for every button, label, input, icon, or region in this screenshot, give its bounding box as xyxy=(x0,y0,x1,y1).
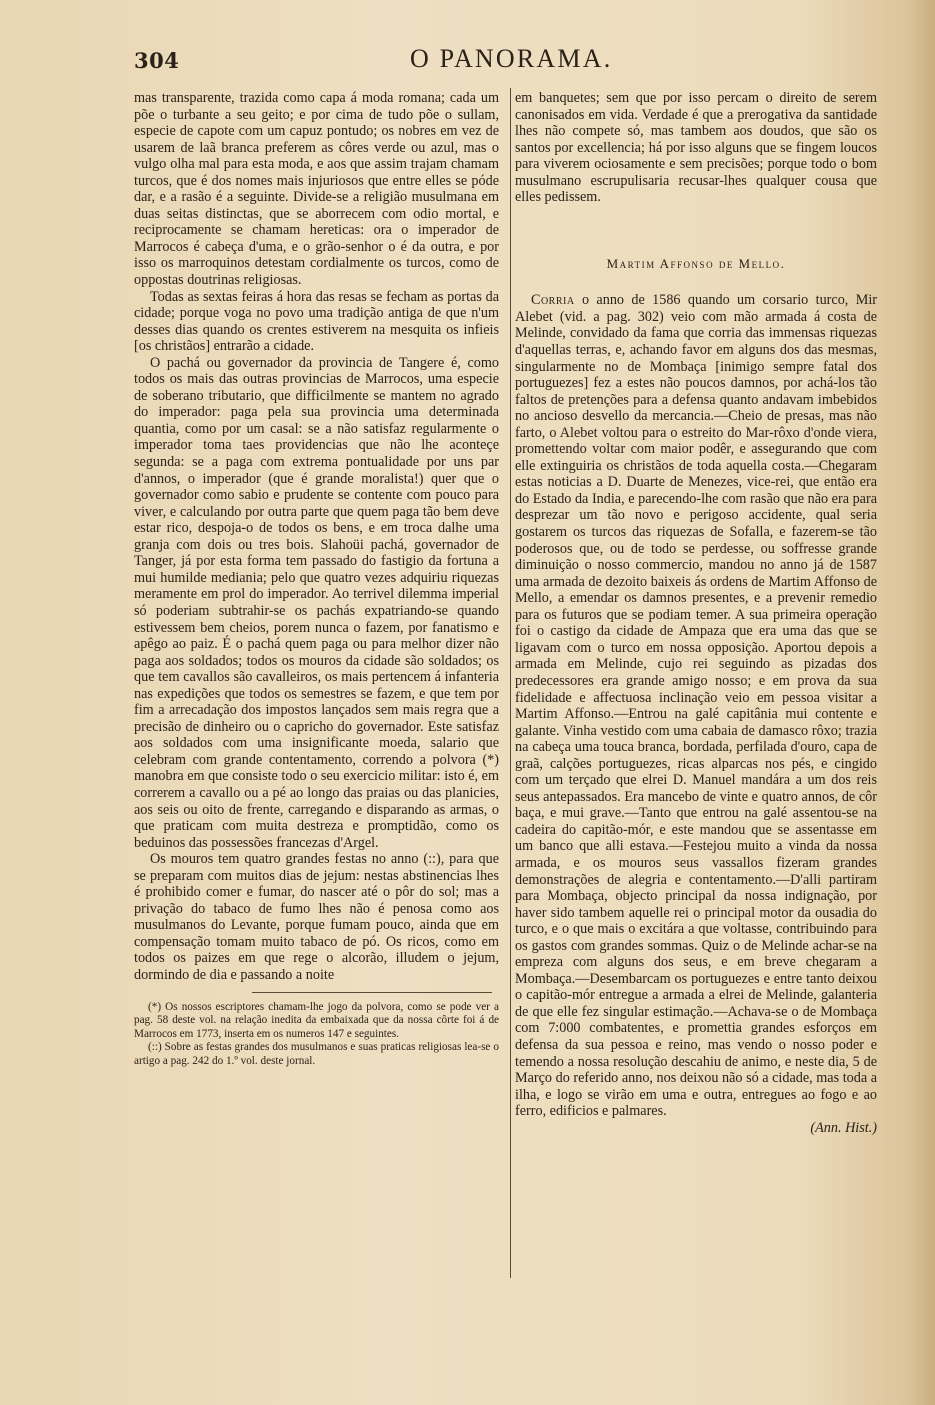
source-citation: (Ann. Hist.) xyxy=(810,1119,877,1136)
section-title: Martim Affonso de Mello. xyxy=(606,255,786,271)
journal-title: O PANORAMA. xyxy=(410,44,613,73)
paragraph: Os mouros tem quatro grandes festas no anno (::), para que se preparam com muitos dias de jejum: nestas abstinencias lhes é prohibido comer e fumar, do nascer até o pôr do sol; mas a privação do tabaco de fumo lhes não é penosa como aos musulmanos do Levante, porque fumam pouco, ainda que em compensação tomam muito tabaco de pó. Os ricos, como em todos os paizes em que rege o alcorão, illudem o jejum, dormindo de dia e passando a noite xyxy=(134,851,499,983)
left-column xyxy=(134,90,499,1069)
page-number: 304 xyxy=(134,48,180,73)
article-text: o anno de 1586 quando um corsario turco, Mir Alebet (vid. a pag. 302) veio com mão armada á costa de Melinde, convidado da fama que corria das immensas riquezas d'aquellas terras, e, achando favor em alguns dos das mesmas, singularmente no de Mombaça [inimigo sempre fatal dos portuguezes] fez a estes não poucos damnos, por achá-los tão faltos de pretenções para a defensa quanto andavam imbebidos no ancioso desvello da mercancia.—Cheio de presas, mas não farto, o Alebet voltou para o estreito do Mar-rôxo d'onde viera, promettendo voltar com maior podêr, e assegurando que com elle extinguiria os christãos de toda aquella costa.—Chegaram estas noticias a D. Duarte de Menezes, vice-rei, que então era do Estado da India, e parecendo-lhe com rasão que não era para desprezar um tão novo e perigoso accidente, qual seria gostarem os turcos das riquezas de Sofalla, e fazerem-se tão poderosos que, ou de todo se perdesse, ou soffresse grande diminuição o nosso commercio, mandou no anno já de 1587 uma armada de dezoito baixeis ás ordens de Martim Affonso de Mello, a emendar os damnos presentes, e a prevenir remedio para os futuros que se podiam temer. A sua primeira operação foi o castigo da cidade de Ampaza que era uma das que se ligavam com o turco em nossa opposição. Aportou depois a armada em Melinde, cujo rei seguindo as pizadas dos predecessores era grande amigo nosso; e em prova da sua fidelidade e affectuosa inclinação veio em pessoa visitar a Martim Affonso.—Entrou na galé capitânia mui contente e galante. Vinha vestido com uma cabaia de damasco rôxo; trazia na cabeça uma touca branca, bordada, perfilada d'ouro, capa de graã, calções portuguezes, ricas alparcas nos pés, e cingido com um terçado que elrei D. Manuel mandára a um dos reis seus antepassados. Era mancebo de vinte e quatro annos, de côr baça, e mui grave.—Tanto que entrou na galé assentou-se na cadeira do capitão-mór, e este mandou que se assentasse em um banco que alli estava.—Festejou muito a vinda da nossa armada, e os mouros seus vassallos fizeram grandes demonstrações de alegria e contentamento.—D'alli partiram para Mombaça, objecto principal da nossa indignação, por haver sido tambem aquelle rei o principal motor da ousadia do turco, e o que mais o excitára a que voltasse, contribuindo para os gastos com grandes sommas. Quiz o de Melinde achar-se na empreza com alguns dos seus, e em breve chegaram a Mombaça.—Desembarcam os portuguezes e entre tanto deixou o capitão-mór entregue a armada a elrei de Melinde, galanteria de que elle fez singular estimação.—Achava-se o de Mombaça com 7:000 combatentes, e promettia grandes esforços em defensa da sua pessoa e reino, mas vendo o nosso poder e temendo a nossa resolução descahiu de animo, e neste dia, 5 de Março do referido anno, nos deixou não só a cidade, mas toda a ilha, e logo se virão em uma e outra, entregues ao fogo e ao ferro, edificios e palmares. xyxy=(515,292,877,1120)
footnotes xyxy=(134,1001,499,1069)
right-column xyxy=(515,90,877,1136)
paragraph: O pachá ou governador da provincia de Tangere é, como todos os mais das outras provincias de Marrocos, uma especie de soberano tributario, que difficilmente se mantem no agrado do imperador: paga pela sua provincia uma determinada quantia, como por um casal: se a não satisfaz regularmente o imperador toma taes providencias que não lhe aconteçe segunda: se a paga com extrema pontualidade por uns par d'annos, o imperador (que é grande moralista!) quer que o governador como sabio e prudente se contente com pouco para viver, e calculando por outra parte que quem paga tão bem deve estar rico, despoja-o de todos os bens, e em troca dalhe uma granja com dois ou tres bois. Slahoüi pachá, governador de Tanger, já por esta forma tem passado do fastigio da fortuna a mui humilde mediania; pelo que quatro vezes adquiriu riquezas meramente em prol do imperador. Ao terrivel dilemma imperial só poderiam subtrahir-se os pachás expatriando-se quando estivessem bem cheios, porem nunca o fazem, por fanatismo e apêgo ao paiz. É o pachá quem paga ou para melhor dizer não paga aos soldados; todos os mouros da cidade são soldados; os que tem cavallos são cavalleiros, os mais pertencem á infanteria nas expedições que todos os semestres se fazem, e que tem por fim a arrecadação dos impostos lançados sem mais regra que a precisão de dinheiro ou o capricho do governador. Este satisfaz aos soldados com uma insignificante moeda, salario que celebram com grande contentamento, correndo a polvora (*) manobra em que consiste todo o seu exercicio militar: isto é, em correrem a cavallo ou a pé ao longo das praias ou das planicies, aos seis ou oito de frente, carregando e disparando as armas, o que praticam com muita destreza e promptidão, como os beduinos das possessões francezas d'Argel. xyxy=(134,354,499,851)
article-first-word: Corria xyxy=(531,292,575,309)
paragraph: mas transparente, trazida como capa á moda romana; cada um põe o turbante a seu geito; e por cima de tudo põe o sullam, especie de capote com um capuz pontudo; os nobres em vez de usarem de laã branca preferem as côres verde ou azul, mas o vulgo olha mal para esta moda, e aos que assim trajam chamam turcos, que é dos nomes mais injuriosos que entre elles se póde dar, e a rasão é a seguinte. Divide-se a religião musulmana em duas seitas distinctas, que se aborrecem com odio mortal, e reciprocamente se chamam hereticas: ora o imperador de Marrocos é cabeça d'uma, e o grão-senhor o é da outra, e por isso os marroquinos detestam cordialmente os turcos, como de oppostas doutrinas religiosas. xyxy=(134,90,499,289)
footnote: (*) Os nossos escriptores chamam-lhe jogo da polvora, como se pode ver a pag. 58 deste vol. na relação inedita da embaixada que da nossa côrte foi á de Marrocos em 1773, inserta em os numeros 147 e seguintes. xyxy=(134,1000,499,1040)
article-paragraph xyxy=(515,292,877,1119)
paragraph: em banquetes; sem que por isso percam o direito de serem canonisados em vida. Verdade é que a prerogativa da santidade lhes não compete só, mas tambem aos doudos, que são os santos por excellencia; há por isso alguns que se fingem loucos para viverem ociosamente e sem precisões; porque todo o bom musulmano escrupulisaria recusar-lhes qualquer cousa que elles pedissem. xyxy=(515,90,877,206)
page-header xyxy=(134,42,914,82)
paragraph: Todas as sextas feiras á hora das resas se fecham as portas da cidade; porque voga no povo uma tradição antiga de que n'um desses dias quando os crentes estiverem na mesquita os infieis [os christãos] entrarão a cidade. xyxy=(134,288,499,355)
footnote-rule xyxy=(252,992,492,993)
footnote: (::) Sobre as festas grandes dos musulmanos e suas praticas religiosas lea-se o artigo a pag. 242 do 1.º vol. deste jornal. xyxy=(134,1041,499,1067)
column-divider xyxy=(510,88,511,1278)
